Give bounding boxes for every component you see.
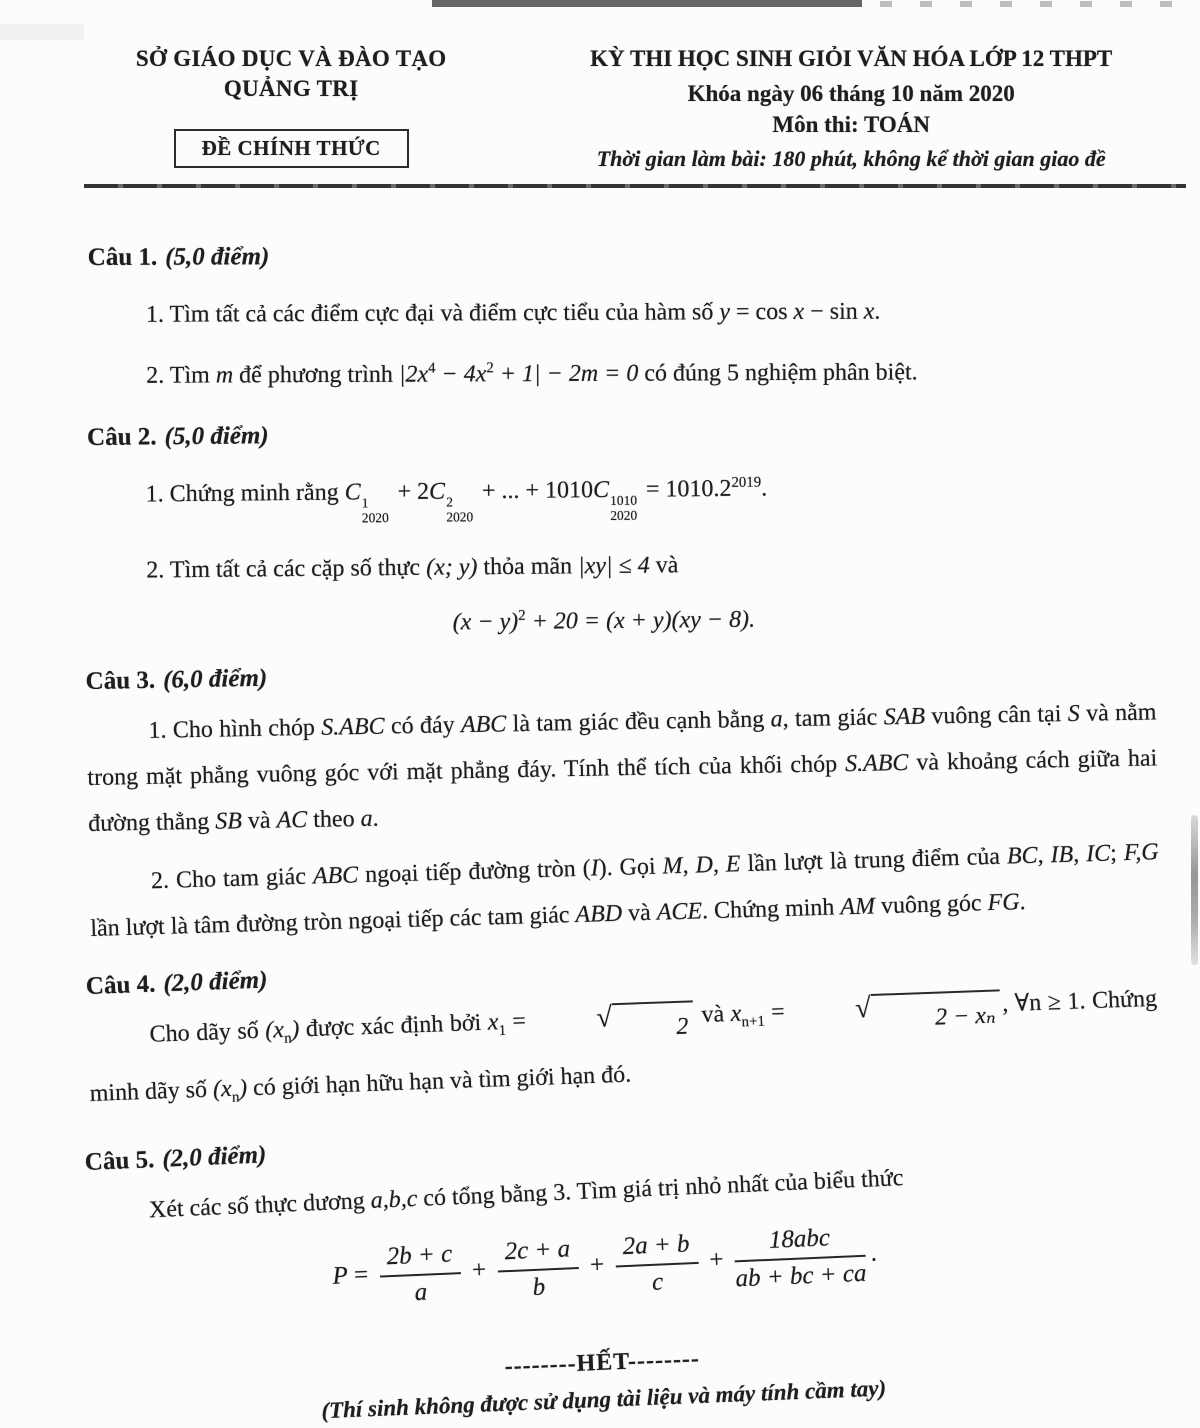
question-2-item-1: 1. Chứng minh rằng C 1 2020 + 2C 2 2020 + ... + 1010C 1010 2020 = $1010.2^{2019}$. (145, 474, 768, 526)
question-4-paragraph: Cho dãy số $(x_n)$ được xác định bởi $x_1$ = √ 2 và $x_{n+1}$ = √ 2 − xₙ , ∀n ≥ 1. Chứng minh dãy số $(x_n)$ có giới hạn hữu hạn và tìm giới hạn đó. (89, 985, 1158, 1107)
header-divider-line (84, 184, 1186, 188)
question-1-points: (5,0 điểm) (165, 243, 270, 271)
question-3-points: (6,0 điểm) (162, 664, 268, 694)
header-right-block (526, 44, 1176, 172)
question-3-label: Câu 3. (85, 666, 156, 696)
question-4-points: (2,0 điểm) (162, 966, 268, 997)
province-name: QUẢNG TRỊ (223, 76, 359, 102)
exam-subject: Môn thi: TOÁN (772, 111, 930, 137)
scan-artifact-corner (0, 24, 84, 40)
question-1 (88, 239, 1159, 394)
question-3-paragraph-1: 1. Cho hình chóp S.ABC có đáy ABC là tam giác đều cạnh bằng a, tam giác SAB vuông cân tại S và nằm trong mặt phẳng vuông góc với mặt phẳng đáy. Tính thể tích của khối chóp S.ABC và khoảng cách giữa hai đường thẳng SB và AC theo a. (87, 699, 1158, 838)
end-marker: --------HẾT-------- (504, 1345, 701, 1380)
question-1-item-1: 1. Tìm tất cả các điểm cực đại và điểm cực tiểu của hàm số y = cos x − sin x. (145, 298, 881, 328)
question-5-display-formula: P = $\frac{2b + c}{a}$ + $\frac{2c + a}{b}$ + $\frac{2a + b}{c}$ + $\frac{\text{18abc}}{ab + bc + ca}$ . (89, 1210, 1121, 1323)
exam-duration: Thời gian làm bài: 180 phút, không kể thời gian giao đề (596, 145, 1106, 171)
question-3-paragraph-2: 2. Cho tam giác ABC ngoại tiếp đường tròn (I). Gọi M, D, E lần lượt là trung điểm của BC, IB, IC; F,G lần lượt là tâm đường tròn ngoại tiếp các tam giác ABD và ACE. Chứng minh AM vuông góc FG. (90, 839, 1160, 943)
question-2 (87, 414, 1159, 641)
question-5-paragraph: Xét các số thực dương a,b,c có tổng bằng 3. Tìm giá trị nhỏ nhất của biểu thức (148, 1164, 904, 1224)
exam-header (0, 0, 1200, 172)
question-5 (84, 1103, 1160, 1323)
question-3-heading (85, 649, 1155, 697)
question-2-display-equation: $(x - y)^2 + 20 = (x + y)(xy - 8)$. (452, 606, 756, 636)
exam-footer (87, 1327, 1159, 1428)
question-4-label: Câu 4. (85, 970, 156, 1000)
question-2-heading (87, 414, 1157, 452)
scan-artifact-top-bar (432, 0, 862, 7)
exam-body (0, 243, 1200, 1423)
question-2-points: (5,0 điểm) (164, 422, 269, 451)
question-3 (85, 649, 1160, 953)
candidate-note: (Thí sinh không được sử dụng tài liệu và máy tính cầm tay) (320, 1375, 887, 1423)
exam-title: KỲ THI HỌC SINH GIỎI VĂN HÓA LỚP 12 THPT (590, 46, 1113, 71)
scan-artifact-right-smudge (1191, 815, 1198, 965)
question-1-heading (88, 239, 1158, 272)
question-1-label: Câu 1. (87, 243, 158, 271)
question-4 (85, 934, 1159, 1116)
question-5-label: Câu 5. (84, 1145, 155, 1176)
question-5-points: (2,0 điểm) (161, 1141, 267, 1173)
question-2-label: Câu 2. (86, 423, 157, 451)
question-1-item-2: 2. Tìm m để phương trình $|2x^4 - 4x^2 + 1| - 2m = 0$ có đúng 5 nghiệm phân biệt. (146, 359, 918, 389)
official-exam-badge: ĐỀ CHÍNH THỨC (174, 129, 409, 168)
question-2-item-2: 2. Tìm tất cả các cặp số thực (x; y) thỏa mãn |xy| ≤ 4 và (146, 552, 679, 584)
scan-artifact-top-dashes (880, 1, 1200, 7)
exam-session-date: Khóa ngày 06 tháng 10 năm 2020 (687, 80, 1015, 106)
department-name: SỞ GIÁO DỤC VÀ ĐÀO TẠO (135, 46, 447, 71)
header-left-block (56, 44, 526, 172)
